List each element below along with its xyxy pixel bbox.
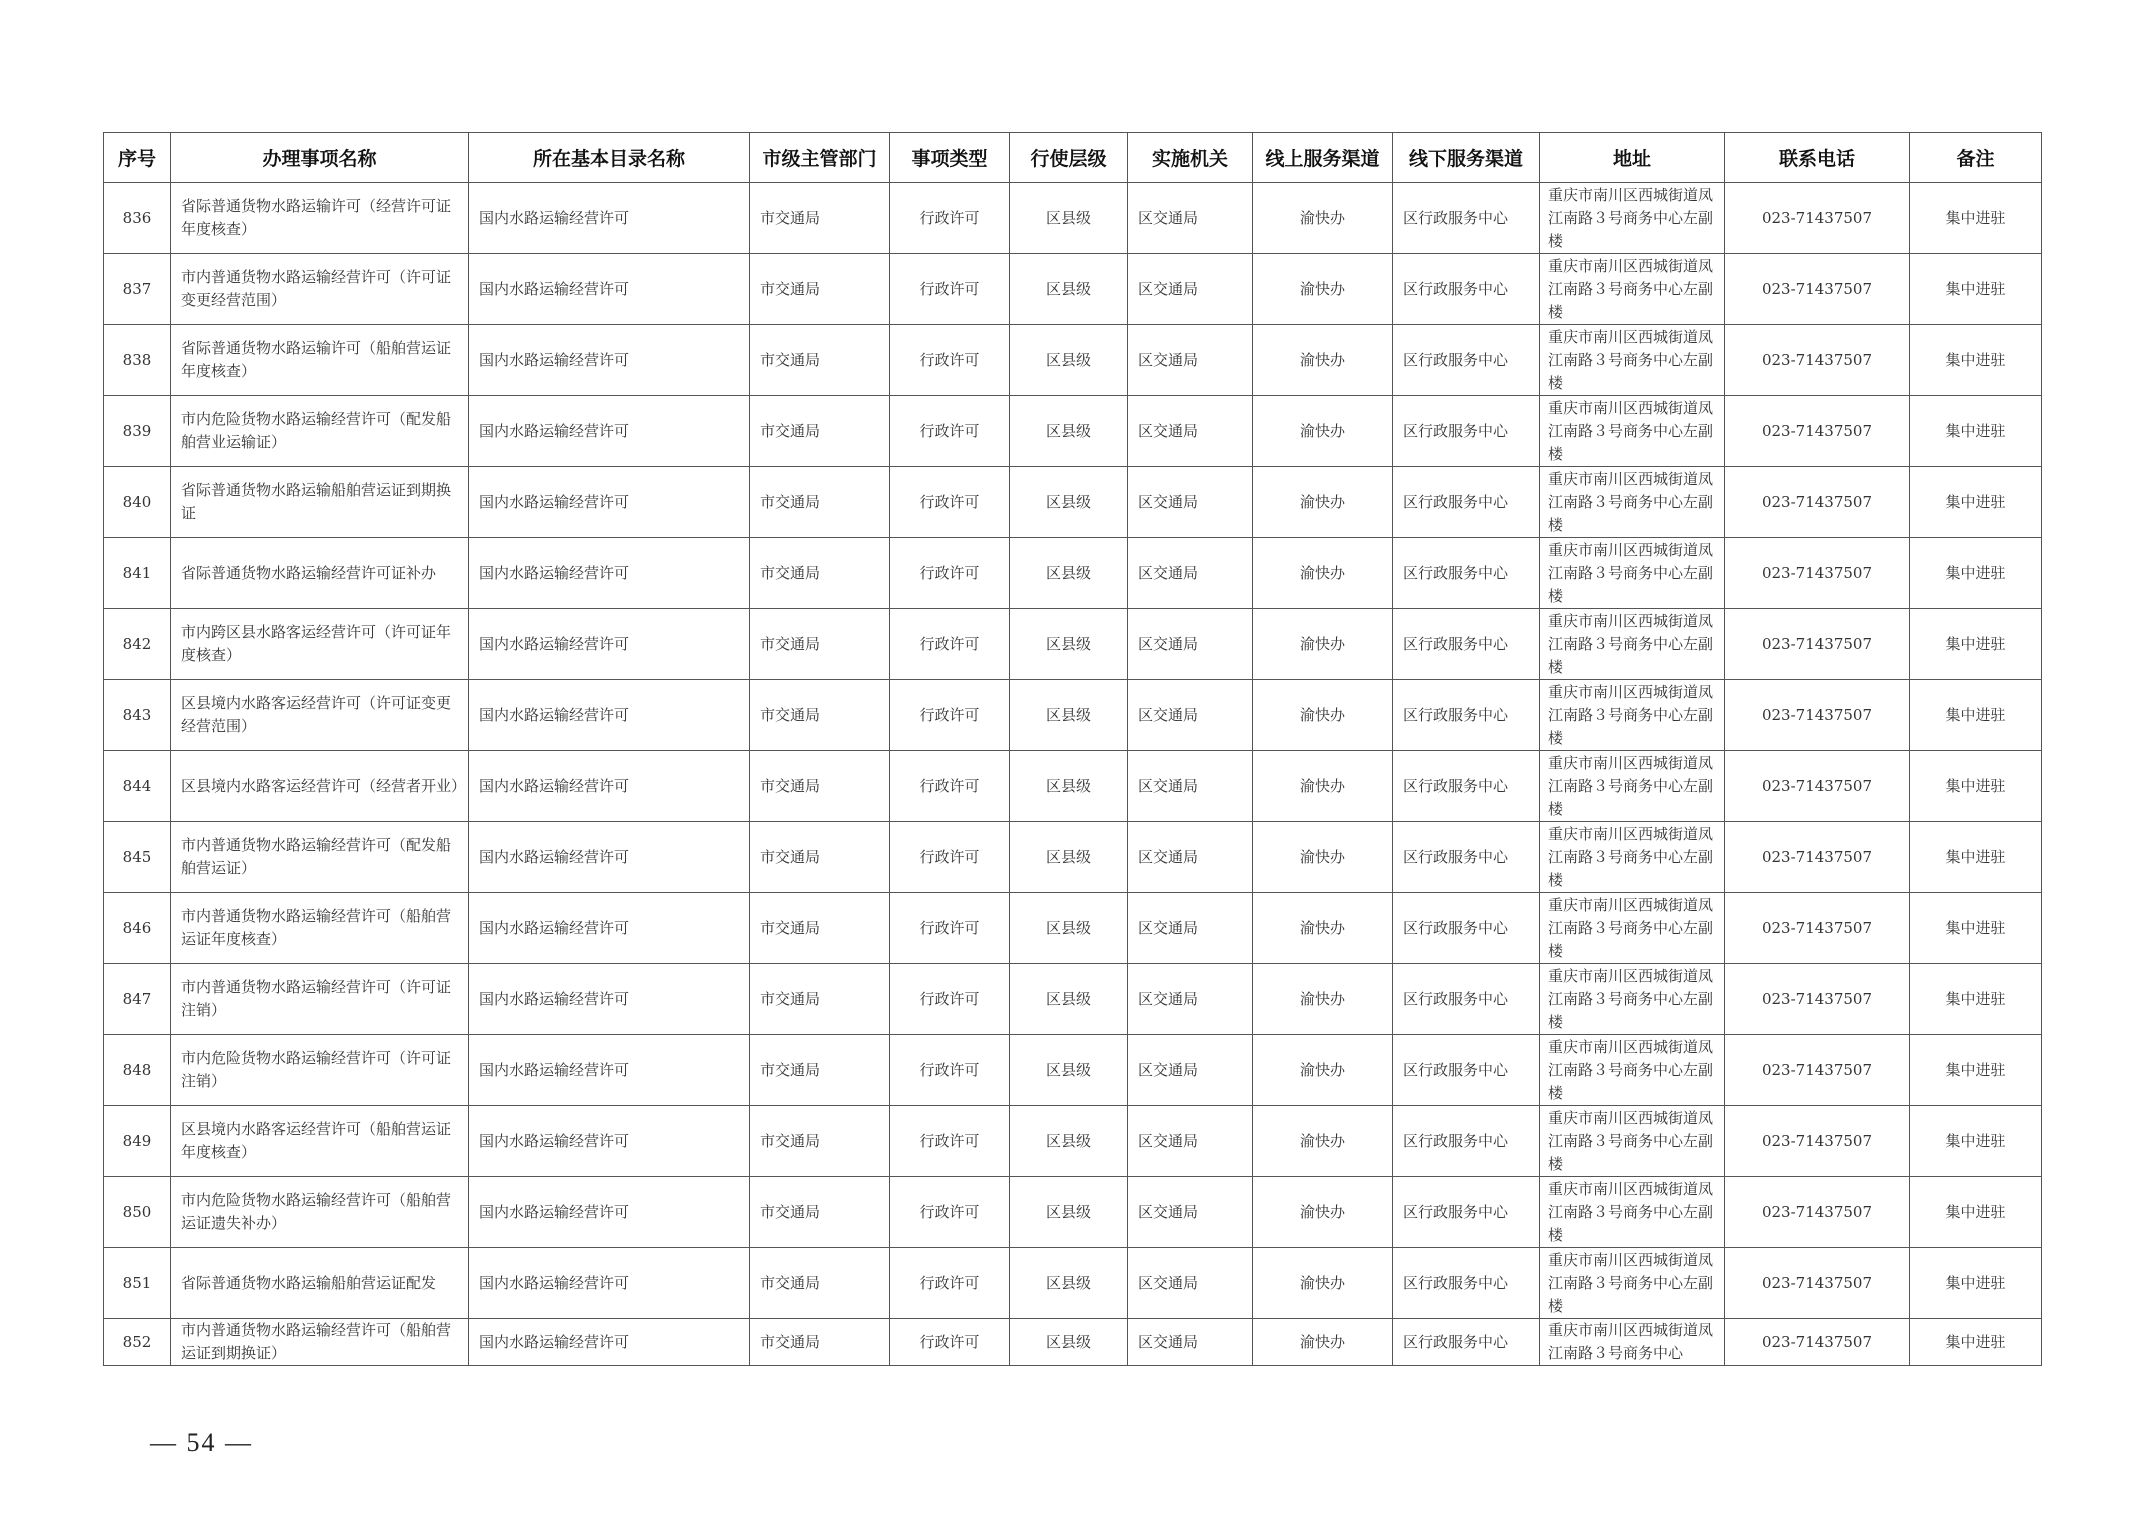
cell-agency: 区交通局 xyxy=(1128,822,1253,893)
cell-agency: 区交通局 xyxy=(1128,964,1253,1035)
cell-level: 区县级 xyxy=(1010,538,1128,609)
cell-dept: 市交通局 xyxy=(750,1319,890,1366)
table-row xyxy=(104,822,2042,893)
table-row xyxy=(104,1035,2042,1106)
table-row xyxy=(104,396,2042,467)
cell-note: 集中进驻 xyxy=(1910,1035,2042,1106)
cell-agency: 区交通局 xyxy=(1128,680,1253,751)
header-no: 序号 xyxy=(104,133,171,183)
table-row xyxy=(104,1177,2042,1248)
cell-online: 渝快办 xyxy=(1253,467,1393,538)
cell-dept: 市交通局 xyxy=(750,254,890,325)
table-row xyxy=(104,467,2042,538)
cell-offline: 区行政服务中心 xyxy=(1393,822,1540,893)
table-row xyxy=(104,609,2042,680)
cell-agency: 区交通局 xyxy=(1128,1177,1253,1248)
cell-offline: 区行政服务中心 xyxy=(1393,538,1540,609)
cell-catalog: 国内水路运输经营许可 xyxy=(469,1319,750,1366)
cell-note: 集中进驻 xyxy=(1910,254,2042,325)
cell-dept: 市交通局 xyxy=(750,1177,890,1248)
cell-level: 区县级 xyxy=(1010,396,1128,467)
cell-level: 区县级 xyxy=(1010,254,1128,325)
cell-phone: 023-71437507 xyxy=(1725,1177,1910,1248)
cell-phone: 023-71437507 xyxy=(1725,1106,1910,1177)
cell-address: 重庆市南川区西城街道凤江南路３号商务中心左副楼 xyxy=(1540,680,1725,751)
cell-offline: 区行政服务中心 xyxy=(1393,1177,1540,1248)
cell-dept: 市交通局 xyxy=(750,183,890,254)
cell-address: 重庆市南川区西城街道凤江南路３号商务中心左副楼 xyxy=(1540,1035,1725,1106)
cell-catalog: 国内水路运输经营许可 xyxy=(469,1177,750,1248)
cell-no: 844 xyxy=(104,751,171,822)
cell-type: 行政许可 xyxy=(890,254,1010,325)
table-row xyxy=(104,680,2042,751)
cell-no: 839 xyxy=(104,396,171,467)
cell-no: 849 xyxy=(104,1106,171,1177)
cell-catalog: 国内水路运输经营许可 xyxy=(469,893,750,964)
header-item-name: 办理事项名称 xyxy=(171,133,469,183)
cell-online: 渝快办 xyxy=(1253,609,1393,680)
cell-catalog: 国内水路运输经营许可 xyxy=(469,822,750,893)
table-row xyxy=(104,751,2042,822)
header-phone: 联系电话 xyxy=(1725,133,1910,183)
cell-level: 区县级 xyxy=(1010,964,1128,1035)
cell-no: 846 xyxy=(104,893,171,964)
cell-catalog: 国内水路运输经营许可 xyxy=(469,538,750,609)
table-body xyxy=(104,183,2042,1366)
cell-offline: 区行政服务中心 xyxy=(1393,396,1540,467)
table-header-row xyxy=(104,133,2042,183)
cell-type: 行政许可 xyxy=(890,751,1010,822)
cell-dept: 市交通局 xyxy=(750,822,890,893)
cell-level: 区县级 xyxy=(1010,467,1128,538)
cell-offline: 区行政服务中心 xyxy=(1393,325,1540,396)
cell-level: 区县级 xyxy=(1010,893,1128,964)
cell-catalog: 国内水路运输经营许可 xyxy=(469,751,750,822)
cell-phone: 023-71437507 xyxy=(1725,822,1910,893)
cell-level: 区县级 xyxy=(1010,1248,1128,1319)
cell-online: 渝快办 xyxy=(1253,1248,1393,1319)
cell-type: 行政许可 xyxy=(890,1106,1010,1177)
cell-phone: 023-71437507 xyxy=(1725,396,1910,467)
cell-no: 848 xyxy=(104,1035,171,1106)
cell-address: 重庆市南川区西城街道凤江南路３号商务中心左副楼 xyxy=(1540,893,1725,964)
cell-item-name: 省际普通货物水路运输许可（经营许可证年度核查） xyxy=(171,183,469,254)
services-table xyxy=(103,132,2042,1366)
cell-dept: 市交通局 xyxy=(750,1035,890,1106)
cell-item-name: 省际普通货物水路运输船舶营运证到期换证 xyxy=(171,467,469,538)
cell-address: 重庆市南川区西城街道凤江南路３号商务中心左副楼 xyxy=(1540,751,1725,822)
cell-dept: 市交通局 xyxy=(750,893,890,964)
cell-note: 集中进驻 xyxy=(1910,1248,2042,1319)
header-address: 地址 xyxy=(1540,133,1725,183)
cell-dept: 市交通局 xyxy=(750,964,890,1035)
cell-agency: 区交通局 xyxy=(1128,254,1253,325)
cell-agency: 区交通局 xyxy=(1128,396,1253,467)
cell-no: 836 xyxy=(104,183,171,254)
cell-catalog: 国内水路运输经营许可 xyxy=(469,254,750,325)
cell-online: 渝快办 xyxy=(1253,1319,1393,1366)
cell-note: 集中进驻 xyxy=(1910,1319,2042,1366)
cell-offline: 区行政服务中心 xyxy=(1393,1319,1540,1366)
cell-address: 重庆市南川区西城街道凤江南路３号商务中心左副楼 xyxy=(1540,396,1725,467)
cell-address: 重庆市南川区西城街道凤江南路３号商务中心左副楼 xyxy=(1540,609,1725,680)
cell-agency: 区交通局 xyxy=(1128,609,1253,680)
cell-type: 行政许可 xyxy=(890,893,1010,964)
cell-no: 852 xyxy=(104,1319,171,1366)
cell-no: 840 xyxy=(104,467,171,538)
cell-note: 集中进驻 xyxy=(1910,183,2042,254)
cell-type: 行政许可 xyxy=(890,396,1010,467)
cell-offline: 区行政服务中心 xyxy=(1393,1035,1540,1106)
cell-phone: 023-71437507 xyxy=(1725,1035,1910,1106)
cell-level: 区县级 xyxy=(1010,822,1128,893)
cell-dept: 市交通局 xyxy=(750,1248,890,1319)
header-catalog: 所在基本目录名称 xyxy=(469,133,750,183)
cell-catalog: 国内水路运输经营许可 xyxy=(469,1106,750,1177)
cell-agency: 区交通局 xyxy=(1128,893,1253,964)
header-dept: 市级主管部门 xyxy=(750,133,890,183)
cell-item-name: 市内普通货物水路运输经营许可（配发船舶营运证） xyxy=(171,822,469,893)
cell-offline: 区行政服务中心 xyxy=(1393,680,1540,751)
cell-phone: 023-71437507 xyxy=(1725,183,1910,254)
cell-catalog: 国内水路运输经营许可 xyxy=(469,1248,750,1319)
cell-agency: 区交通局 xyxy=(1128,1248,1253,1319)
header-type: 事项类型 xyxy=(890,133,1010,183)
cell-catalog: 国内水路运输经营许可 xyxy=(469,964,750,1035)
cell-address: 重庆市南川区西城街道凤江南路３号商务中心左副楼 xyxy=(1540,538,1725,609)
cell-online: 渝快办 xyxy=(1253,751,1393,822)
cell-no: 845 xyxy=(104,822,171,893)
cell-address: 重庆市南川区西城街道凤江南路３号商务中心左副楼 xyxy=(1540,1106,1725,1177)
cell-dept: 市交通局 xyxy=(750,751,890,822)
header-agency: 实施机关 xyxy=(1128,133,1253,183)
cell-agency: 区交通局 xyxy=(1128,751,1253,822)
cell-dept: 市交通局 xyxy=(750,680,890,751)
cell-type: 行政许可 xyxy=(890,467,1010,538)
cell-catalog: 国内水路运输经营许可 xyxy=(469,467,750,538)
cell-agency: 区交通局 xyxy=(1128,183,1253,254)
cell-level: 区县级 xyxy=(1010,325,1128,396)
cell-offline: 区行政服务中心 xyxy=(1393,893,1540,964)
cell-item-name: 市内危险货物水路运输经营许可（船舶营运证遗失补办） xyxy=(171,1177,469,1248)
header-level: 行使层级 xyxy=(1010,133,1128,183)
cell-catalog: 国内水路运输经营许可 xyxy=(469,183,750,254)
cell-item-name: 省际普通货物水路运输许可（船舶营运证年度核查） xyxy=(171,325,469,396)
cell-dept: 市交通局 xyxy=(750,467,890,538)
page-number: — 54 — xyxy=(150,1428,253,1457)
table-row xyxy=(104,183,2042,254)
cell-offline: 区行政服务中心 xyxy=(1393,1248,1540,1319)
cell-item-name: 省际普通货物水路运输船舶营运证配发 xyxy=(171,1248,469,1319)
cell-address: 重庆市南川区西城街道凤江南路３号商务中心 xyxy=(1540,1319,1725,1366)
cell-phone: 023-71437507 xyxy=(1725,751,1910,822)
cell-dept: 市交通局 xyxy=(750,538,890,609)
cell-dept: 市交通局 xyxy=(750,396,890,467)
cell-address: 重庆市南川区西城街道凤江南路３号商务中心左副楼 xyxy=(1540,1177,1725,1248)
cell-type: 行政许可 xyxy=(890,183,1010,254)
cell-no: 851 xyxy=(104,1248,171,1319)
cell-note: 集中进驻 xyxy=(1910,893,2042,964)
cell-item-name: 区县境内水路客运经营许可（许可证变更经营范围） xyxy=(171,680,469,751)
cell-type: 行政许可 xyxy=(890,325,1010,396)
cell-item-name: 市内危险货物水路运输经营许可（许可证注销） xyxy=(171,1035,469,1106)
cell-no: 850 xyxy=(104,1177,171,1248)
cell-item-name: 市内跨区县水路客运经营许可（许可证年度核查） xyxy=(171,609,469,680)
cell-item-name: 区县境内水路客运经营许可（经营者开业） xyxy=(171,751,469,822)
cell-offline: 区行政服务中心 xyxy=(1393,1106,1540,1177)
cell-phone: 023-71437507 xyxy=(1725,325,1910,396)
cell-offline: 区行政服务中心 xyxy=(1393,467,1540,538)
cell-online: 渝快办 xyxy=(1253,183,1393,254)
cell-address: 重庆市南川区西城街道凤江南路３号商务中心左副楼 xyxy=(1540,183,1725,254)
cell-catalog: 国内水路运输经营许可 xyxy=(469,609,750,680)
cell-type: 行政许可 xyxy=(890,1248,1010,1319)
cell-address: 重庆市南川区西城街道凤江南路３号商务中心左副楼 xyxy=(1540,1248,1725,1319)
cell-level: 区县级 xyxy=(1010,1035,1128,1106)
cell-agency: 区交通局 xyxy=(1128,325,1253,396)
cell-dept: 市交通局 xyxy=(750,325,890,396)
table-row xyxy=(104,1106,2042,1177)
cell-address: 重庆市南川区西城街道凤江南路３号商务中心左副楼 xyxy=(1540,822,1725,893)
cell-catalog: 国内水路运输经营许可 xyxy=(469,396,750,467)
cell-phone: 023-71437507 xyxy=(1725,893,1910,964)
cell-note: 集中进驻 xyxy=(1910,325,2042,396)
cell-note: 集中进驻 xyxy=(1910,538,2042,609)
cell-type: 行政许可 xyxy=(890,609,1010,680)
cell-type: 行政许可 xyxy=(890,1319,1010,1366)
cell-offline: 区行政服务中心 xyxy=(1393,609,1540,680)
cell-no: 843 xyxy=(104,680,171,751)
cell-item-name: 市内普通货物水路运输经营许可（许可证变更经营范围） xyxy=(171,254,469,325)
cell-address: 重庆市南川区西城街道凤江南路３号商务中心左副楼 xyxy=(1540,254,1725,325)
cell-no: 841 xyxy=(104,538,171,609)
cell-phone: 023-71437507 xyxy=(1725,1319,1910,1366)
table-row xyxy=(104,1319,2042,1366)
cell-online: 渝快办 xyxy=(1253,538,1393,609)
cell-online: 渝快办 xyxy=(1253,1106,1393,1177)
cell-offline: 区行政服务中心 xyxy=(1393,964,1540,1035)
cell-online: 渝快办 xyxy=(1253,396,1393,467)
cell-note: 集中进驻 xyxy=(1910,396,2042,467)
cell-level: 区县级 xyxy=(1010,183,1128,254)
cell-no: 842 xyxy=(104,609,171,680)
cell-phone: 023-71437507 xyxy=(1725,467,1910,538)
cell-level: 区县级 xyxy=(1010,1106,1128,1177)
cell-type: 行政许可 xyxy=(890,1177,1010,1248)
cell-item-name: 市内普通货物水路运输经营许可（许可证注销） xyxy=(171,964,469,1035)
cell-note: 集中进驻 xyxy=(1910,1106,2042,1177)
cell-phone: 023-71437507 xyxy=(1725,538,1910,609)
cell-level: 区县级 xyxy=(1010,1319,1128,1366)
cell-online: 渝快办 xyxy=(1253,964,1393,1035)
header-online: 线上服务渠道 xyxy=(1253,133,1393,183)
table-row xyxy=(104,325,2042,396)
cell-address: 重庆市南川区西城街道凤江南路３号商务中心左副楼 xyxy=(1540,467,1725,538)
cell-item-name: 市内危险货物水路运输经营许可（配发船舶营业运输证） xyxy=(171,396,469,467)
cell-agency: 区交通局 xyxy=(1128,1106,1253,1177)
cell-item-name: 市内普通货物水路运输经营许可（船舶营运证年度核查） xyxy=(171,893,469,964)
cell-online: 渝快办 xyxy=(1253,822,1393,893)
cell-item-name: 市内普通货物水路运输经营许可（船舶营运证到期换证） xyxy=(171,1319,469,1366)
cell-offline: 区行政服务中心 xyxy=(1393,183,1540,254)
cell-catalog: 国内水路运输经营许可 xyxy=(469,325,750,396)
cell-level: 区县级 xyxy=(1010,1177,1128,1248)
cell-online: 渝快办 xyxy=(1253,1177,1393,1248)
cell-type: 行政许可 xyxy=(890,822,1010,893)
table-row xyxy=(104,538,2042,609)
table-row xyxy=(104,1248,2042,1319)
header-offline: 线下服务渠道 xyxy=(1393,133,1540,183)
cell-level: 区县级 xyxy=(1010,751,1128,822)
cell-note: 集中进驻 xyxy=(1910,1177,2042,1248)
cell-catalog: 国内水路运输经营许可 xyxy=(469,1035,750,1106)
table-row xyxy=(104,893,2042,964)
cell-note: 集中进驻 xyxy=(1910,680,2042,751)
cell-note: 集中进驻 xyxy=(1910,751,2042,822)
cell-note: 集中进驻 xyxy=(1910,964,2042,1035)
cell-no: 847 xyxy=(104,964,171,1035)
cell-phone: 023-71437507 xyxy=(1725,609,1910,680)
cell-phone: 023-71437507 xyxy=(1725,964,1910,1035)
cell-online: 渝快办 xyxy=(1253,680,1393,751)
cell-dept: 市交通局 xyxy=(750,609,890,680)
cell-online: 渝快办 xyxy=(1253,1035,1393,1106)
header-note: 备注 xyxy=(1910,133,2042,183)
cell-agency: 区交通局 xyxy=(1128,1035,1253,1106)
cell-note: 集中进驻 xyxy=(1910,822,2042,893)
cell-offline: 区行政服务中心 xyxy=(1393,751,1540,822)
cell-offline: 区行政服务中心 xyxy=(1393,254,1540,325)
cell-online: 渝快办 xyxy=(1253,893,1393,964)
cell-catalog: 国内水路运输经营许可 xyxy=(469,680,750,751)
cell-agency: 区交通局 xyxy=(1128,538,1253,609)
cell-type: 行政许可 xyxy=(890,964,1010,1035)
cell-agency: 区交通局 xyxy=(1128,1319,1253,1366)
cell-online: 渝快办 xyxy=(1253,325,1393,396)
cell-phone: 023-71437507 xyxy=(1725,254,1910,325)
cell-address: 重庆市南川区西城街道凤江南路３号商务中心左副楼 xyxy=(1540,964,1725,1035)
cell-note: 集中进驻 xyxy=(1910,609,2042,680)
cell-level: 区县级 xyxy=(1010,680,1128,751)
cell-type: 行政许可 xyxy=(890,680,1010,751)
cell-online: 渝快办 xyxy=(1253,254,1393,325)
cell-phone: 023-71437507 xyxy=(1725,1248,1910,1319)
cell-dept: 市交通局 xyxy=(750,1106,890,1177)
cell-note: 集中进驻 xyxy=(1910,467,2042,538)
cell-type: 行政许可 xyxy=(890,538,1010,609)
table-row xyxy=(104,964,2042,1035)
cell-address: 重庆市南川区西城街道凤江南路３号商务中心左副楼 xyxy=(1540,325,1725,396)
cell-agency: 区交通局 xyxy=(1128,467,1253,538)
cell-no: 837 xyxy=(104,254,171,325)
cell-item-name: 省际普通货物水路运输经营许可证补办 xyxy=(171,538,469,609)
cell-no: 838 xyxy=(104,325,171,396)
cell-level: 区县级 xyxy=(1010,609,1128,680)
cell-item-name: 区县境内水路客运经营许可（船舶营运证年度核查） xyxy=(171,1106,469,1177)
table-row xyxy=(104,254,2042,325)
cell-type: 行政许可 xyxy=(890,1035,1010,1106)
cell-phone: 023-71437507 xyxy=(1725,680,1910,751)
